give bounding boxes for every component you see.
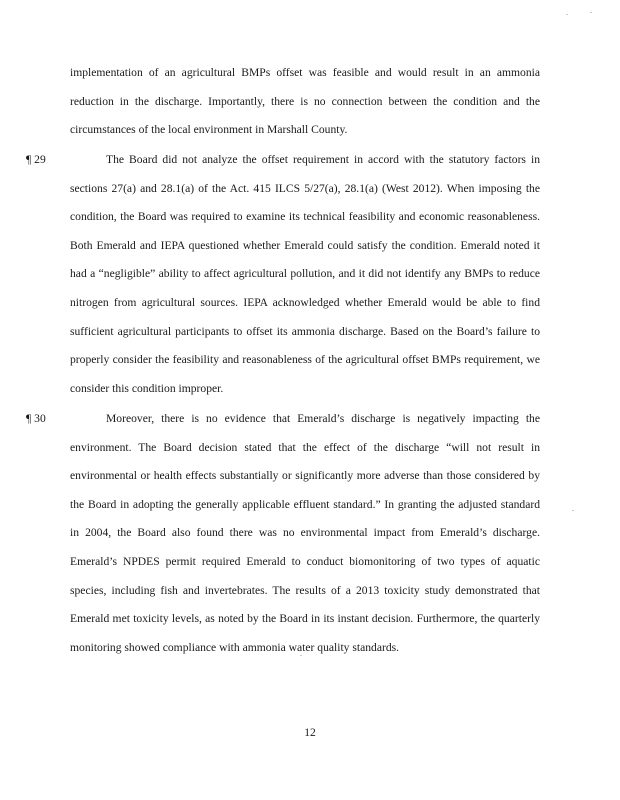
continuation-paragraph: implementation of an agricultural BMPs offset was feasible and would result in an ammonia reduction in the discharge. Importantly, there is no connection between the condition and the circumstances of the local environment in Marshall County. [70,66,540,137]
scan-speck [572,510,574,511]
scan-speck [590,12,592,13]
paragraph-number-29: ¶ 29 [26,153,46,166]
paragraph-29: The Board did not analyze the offset requirement in accord with the statutory factors in sections 27(a) and 28.1(a) of the Act. 415 ILCS 5/27(a), 28.1(a) (West 2012). When imposing the condition, the Board was required to examine its technical feasibility and economic reasonableness. Both Emerald and IEPA questioned whether Emerald could satisfy the condition. Emerald noted it had a “negligible” ability to affect agricultural pollution, and it did not identify any BMPs to reduce nitrogen from agricultural sources. IEPA acknowledged whether Emerald would be able to find sufficient agricultural participants to offset its ammonia discharge. Based on the Board’s failure to properly consider the feasibility and reasonableness of the agricultural offset BMPs requirement, we consider this condition improper. [70,153,540,395]
scan-speck [566,14,568,15]
scan-speck [300,655,302,656]
page-number: 12 [304,726,316,739]
paragraph-number-30: ¶ 30 [26,412,46,425]
paragraph-30: Moreover, there is no evidence that Emerald’s discharge is negatively impacting the environment. The Board decision stated that the effect of the discharge “will not result in environmental or health effects substantially or significantly more adverse than those considered by the Board in adopting the generally applicable effluent standard.” In granting the adjusted standard in 2004, the Board also found there was no environmental impact from Emerald’s discharge. Emerald’s NPDES permit required Emerald to conduct biomonitoring of two types of aquatic species, including fish and invertebrates. The results of a 2013 toxicity study demonstrated that Emerald met toxicity levels, as noted by the Board in its instant decision. Furthermore, the quarterly monitoring showed compliance with ammonia water quality standards. [70,412,540,654]
